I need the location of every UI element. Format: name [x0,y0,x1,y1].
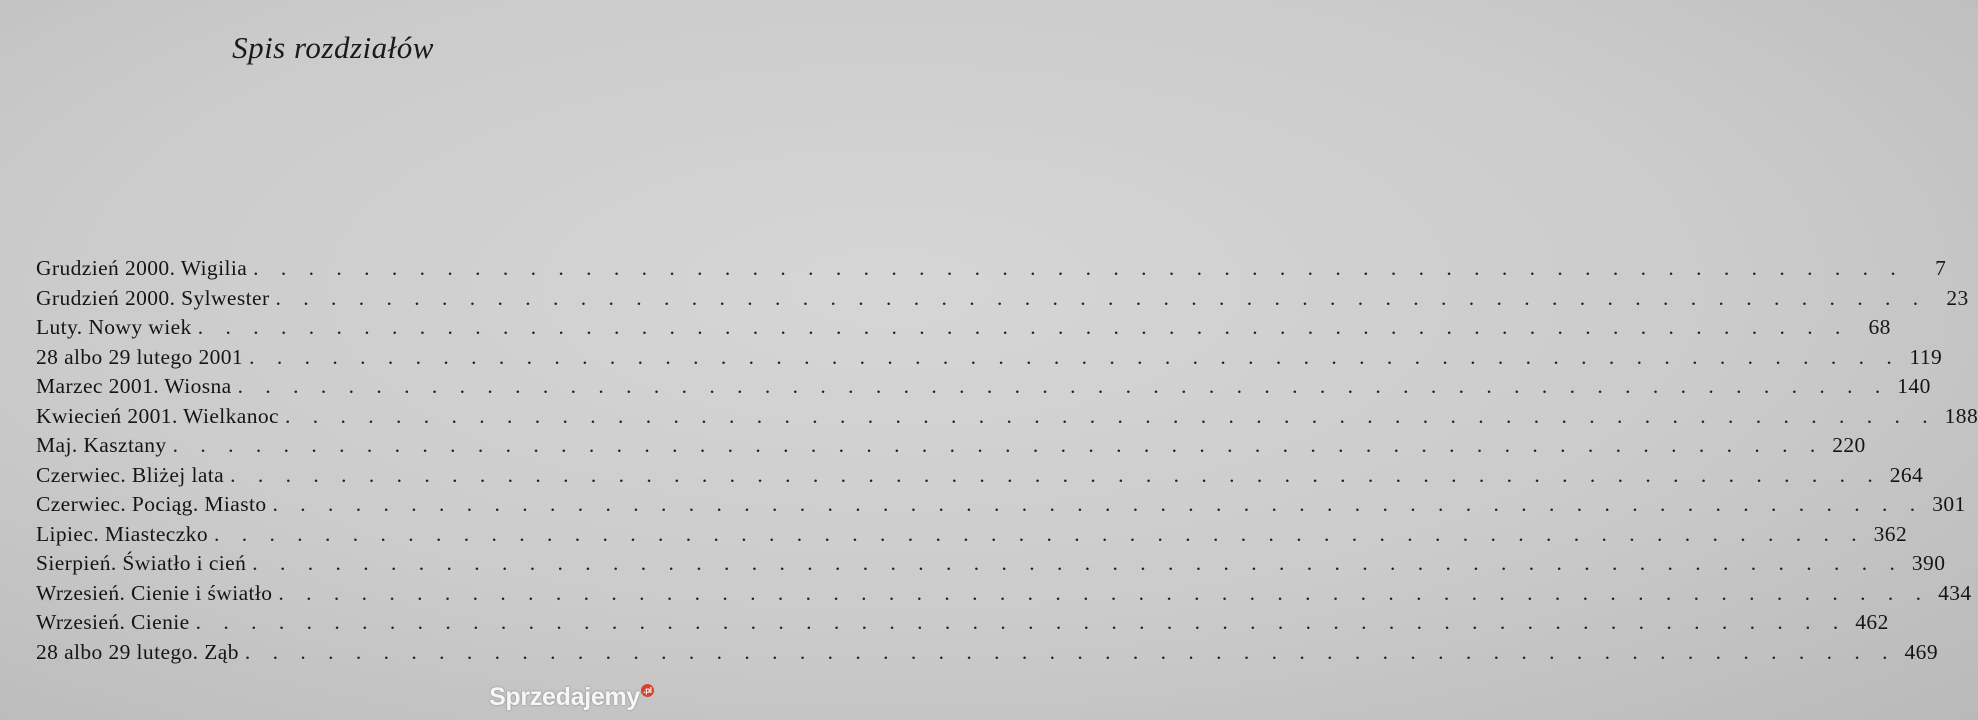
toc-entry [36,403,1978,434]
toc-entry-page-number: 264 [1889,462,1924,487]
toc-dot-leader: . . . . . . . . . . . . . . . . . . . . . . . . . . . . . . . . . . . . . . . . . . . . . . . . . . . . . . . . . . . . [249,344,1901,369]
toc-entry [36,521,1908,552]
toc-entry [36,344,1943,375]
toc-entry-title: Grudzień 2000. Wigilia [36,256,248,280]
toc-entry-title: Wrzesień. Cienie [36,610,190,634]
page-title: Spis rozdziałów [232,30,434,65]
toc-entry-page-number: 362 [1873,521,1908,546]
toc-entry-title: Lipiec. Miasteczko [36,521,208,546]
toc-entry-page-number: 23 [1946,285,1969,310]
toc-entry [36,374,1931,404]
toc-entry-page-number: 469 [1904,639,1938,664]
toc-dot-leader: . . . . . . . . . . . . . . . . . . . . . . . . . . . . . . . . . . . . . . . . . . . . . . . . . . . . . . . . . . . . [272,492,1924,516]
toc-dot-leader: . . . . . . . . . . . . . . . . . . . . . . . . . . . . . . . . . . . . . . . . . . . . . . . . . . . . . . . . . . . . [172,433,1824,457]
toc-entry [36,639,1938,670]
toc-dot-leader: . . . . . . . . . . . . . . . . . . . . . . . . . . . . . . . . . . . . . . . . . . . . . . . . . . . . . . . . . . . . [253,256,1905,280]
toc-entry-page-number: 220 [1832,433,1866,457]
toc-entry-page-number: 188 [1944,403,1978,428]
toc-entry [36,315,1891,345]
toc-dot-leader: . . . . . . . . . . . . . . . . . . . . . . . . . . . . . . . . . . . . . . . . . . . . . . . . . . . . . . . . . . . . [278,580,1930,605]
toc-entry-page-number: 140 [1897,374,1931,398]
toc-entry [36,580,1972,611]
toc-entry [36,551,1946,581]
toc-dot-leader: . . . . . . . . . . . . . . . . . . . . . . . . . . . . . . . . . . . . . . . . . . . . . . . . . . . . . . . . . . . . [244,639,1896,664]
toc-dot-leader: . . . . . . . . . . . . . . . . . . . . . . . . . . . . . . . . . . . . . . . . . . . . . . . . . . . . . . . . . . . . [237,374,1889,398]
toc-entry [36,285,1969,316]
watermark-logo [489,683,654,712]
toc-entry-page-number: 301 [1932,492,1966,516]
toc-entry-title: Luty. Nowy wiek [36,315,192,339]
toc-dot-leader: . . . . . . . . . . . . . . . . . . . . . . . . . . . . . . . . . . . . . . . . . . . . . . . . . . . . . . . . . . . . [230,462,1882,487]
watermark-suffix-badge: .pl [641,684,654,697]
toc-entry-title: 28 albo 29 lutego. Ząb [36,639,239,664]
toc-entry [36,610,1889,640]
watermark-text: Sprzedajemy [489,683,640,711]
toc-entry-title: Czerwiec. Bliżej lata [36,462,225,487]
toc-entry-title: Marzec 2001. Wiosna [36,374,232,398]
toc-entry-title: Wrzesień. Cienie i światło [36,580,273,605]
toc-entry [36,433,1866,463]
toc-entry-page-number: 7 [1935,256,1947,280]
toc-dot-leader: . . . . . . . . . . . . . . . . . . . . . . . . . . . . . . . . . . . . . . . . . . . . . . . . . . . . . . . . . . . . [284,403,1937,428]
toc-entry-title: Grudzień 2000. Sylwester [36,285,270,310]
toc-entry [36,492,1966,522]
toc-entry-title: Sierpień. Światło i cień [36,551,247,575]
toc-entry-page-number: 434 [1938,580,1972,605]
toc-dot-leader: . . . . . . . . . . . . . . . . . . . . . . . . . . . . . . . . . . . . . . . . . . . . . . . . . . . . . . . . . . . . [197,315,1849,339]
toc-entry-title: Czerwiec. Pociąg. Miasto [36,492,267,516]
toc-entry-page-number: 68 [1868,315,1891,339]
toc-dot-leader: . . . . . . . . . . . . . . . . . . . . . . . . . . . . . . . . . . . . . . . . . . . . . . . . . . . . . . . . . . . . [275,285,1927,310]
toc-entry-page-number: 390 [1911,551,1946,575]
toc-entry-title: Maj. Kasztany [36,433,167,457]
toc-entry [36,256,1947,286]
toc-entry-title: 28 albo 29 lutego 2001 [36,344,244,369]
toc-entry-page-number: 462 [1855,610,1889,634]
toc-entry-page-number: 119 [1909,344,1943,369]
toc-dot-leader: . . . . . . . . . . . . . . . . . . . . . . . . . . . . . . . . . . . . . . . . . . . . . . . . . . . . . . . . . . . . [252,551,1904,575]
toc-entry [36,462,1924,493]
toc-entry-title: Kwiecień 2001. Wielkanoc [36,403,279,428]
table-of-contents [36,256,1978,669]
toc-dot-leader: . . . . . . . . . . . . . . . . . . . . . . . . . . . . . . . . . . . . . . . . . . . . . . . . . . . . . . . . . . . . [195,610,1847,634]
toc-dot-leader: . . . . . . . . . . . . . . . . . . . . . . . . . . . . . . . . . . . . . . . . . . . . . . . . . . . . . . . . . . . . [213,521,1866,546]
